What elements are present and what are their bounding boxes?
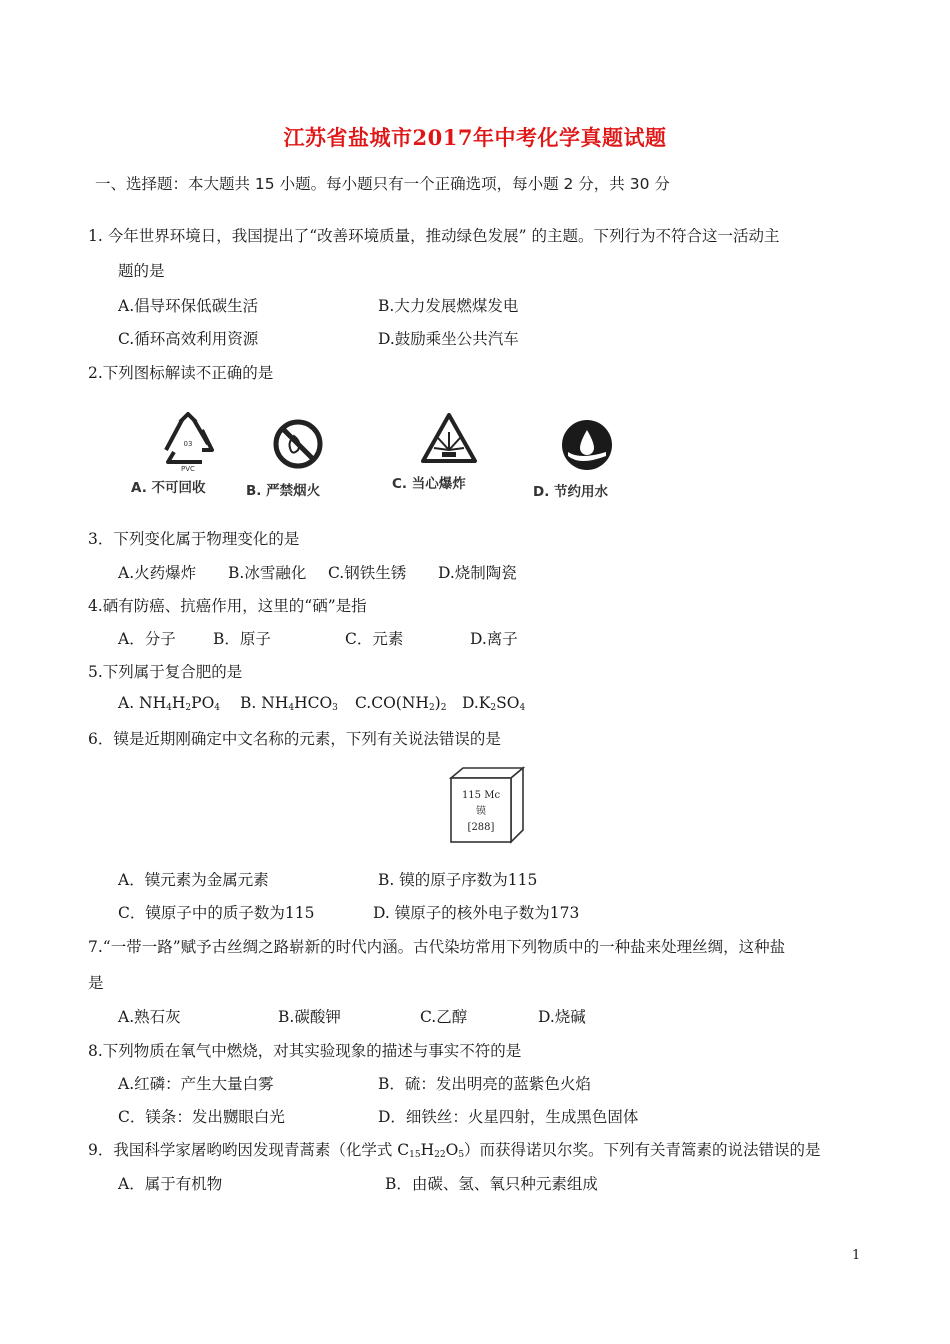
q4-option-b: B．原子	[213, 630, 271, 648]
question-5-stem: 5.下列属于复合肥的是	[88, 663, 243, 681]
q5-option-b: B. $NH_4HCO_3$	[240, 694, 338, 713]
element-number-symbol: 115 Mc	[461, 790, 501, 801]
q1-option-c: C.循环高效利用资源	[118, 330, 259, 348]
water-saving-icon	[560, 418, 614, 472]
q4-option-a: A．分子	[118, 630, 176, 648]
recycle-icon-number: 03	[183, 440, 193, 448]
question-7-stem-cont: 是	[88, 974, 104, 992]
element-mass: [288]	[467, 822, 495, 833]
element-name: 镆	[476, 806, 486, 817]
icon-c-caption: C. 当心爆炸	[392, 476, 466, 492]
icon-a-caption: A. 不可回收	[131, 480, 206, 496]
no-fire-icon	[272, 418, 324, 470]
q8-option-a: A.红磷：产生大量白雾	[118, 1075, 274, 1093]
q6-option-c: C．镆原子中的质子数为115	[118, 904, 315, 922]
q8-option-d: D．细铁丝：火星四射，生成黑色固体	[378, 1108, 639, 1126]
q6-option-a: A．镆元素为金属元素	[118, 871, 269, 889]
question-1-stem-cont: 题的是	[118, 262, 165, 280]
q5-option-c: $C.CO(NH_2)_2$	[355, 694, 447, 713]
page-title: 江苏省盐城市2017年中考化学真题试题	[283, 125, 667, 150]
q7-option-c: C.乙醇	[420, 1008, 468, 1026]
question-4-stem: 4.硒有防癌、抗癌作用，这里的“硒”是指	[88, 597, 367, 615]
q7-option-b: B.碳酸钾	[278, 1008, 341, 1026]
q1-option-d: D.鼓励乘坐公共汽车	[378, 330, 519, 348]
question-8-stem: 8.下列物质在氧气中燃烧，对其实验现象的描述与事实不符的是	[88, 1042, 522, 1060]
recycle-icon-code: PVC	[181, 465, 195, 472]
q3-option-b: B.冰雪融化	[228, 564, 307, 582]
icon-d-caption: D. 节约用水	[533, 484, 609, 500]
q1-option-a: A.倡导环保低碳生活	[118, 297, 259, 315]
q4-option-c: C．元素	[345, 630, 404, 648]
q4-option-d: D.离子	[470, 630, 518, 648]
q8-option-c: C．镁条：发出嬲眼白光	[118, 1108, 285, 1126]
q5-option-d: $D.K_2SO_4$	[462, 694, 526, 713]
q9-option-a: A．属于有机物	[118, 1175, 223, 1193]
explosion-warning-icon	[420, 412, 478, 464]
q5-option-a: A. $NH_4H_2PO_4$	[118, 694, 221, 713]
recycle-icon	[158, 410, 218, 472]
question-9-stem: 9．我国科学家屠哟哟因发现青蒿素（化学式 $C_{15}H_{22}O_5$）而获得诺贝尔奖。下列有关青篙素的说法错误的是	[88, 1141, 821, 1160]
q7-option-a: A.熟石灰	[118, 1008, 181, 1026]
q3-option-c: C.钢铁生锈	[328, 564, 407, 582]
q3-option-d: D.烧制陶瓷	[438, 564, 517, 582]
q6-option-d: D. 镆原子的核外电子数为173	[373, 904, 580, 922]
q3-option-a: A.火药爆炸	[118, 564, 197, 582]
icon-b-caption: B. 严禁烟火	[246, 483, 321, 499]
q9-option-b: B．由碳、氢、氧只种元素组成	[385, 1175, 598, 1193]
question-2-stem: 2.下列图标解读不正确的是	[88, 364, 274, 382]
section-heading: 一、选择题：本大题共 15 小题。每小题只有一个正确选项，每小题 2 分，共 30 分	[95, 175, 670, 193]
question-6-stem: 6．镆是近期刚确定中文名称的元素，下列有关说法错误的是	[88, 730, 501, 748]
page-number: 1	[852, 1248, 861, 1263]
q1-option-b: B.大力发展燃煤发电	[378, 297, 519, 315]
question-7-stem: 7.“一带一路”赋予古丝绸之路崭新的时代内涵。古代染坊常用下列物质中的一种盐来处理丝绸，这种盐	[88, 938, 786, 956]
q6-option-b: B. 镆的原子序数为115	[378, 871, 538, 889]
q7-option-d: D.烧碱	[538, 1008, 586, 1026]
q8-option-b: B．硫：发出明亮的蓝紫色火焰	[378, 1075, 591, 1093]
question-3-stem: 3．下列变化属于物理变化的是	[88, 530, 300, 548]
question-1-stem: 1. 今年世界环境日，我国提出了“改善环境质量，推动绿色发展” 的主题。下列行为不符合这一活动主	[88, 227, 780, 245]
element-card-mc	[447, 764, 527, 846]
